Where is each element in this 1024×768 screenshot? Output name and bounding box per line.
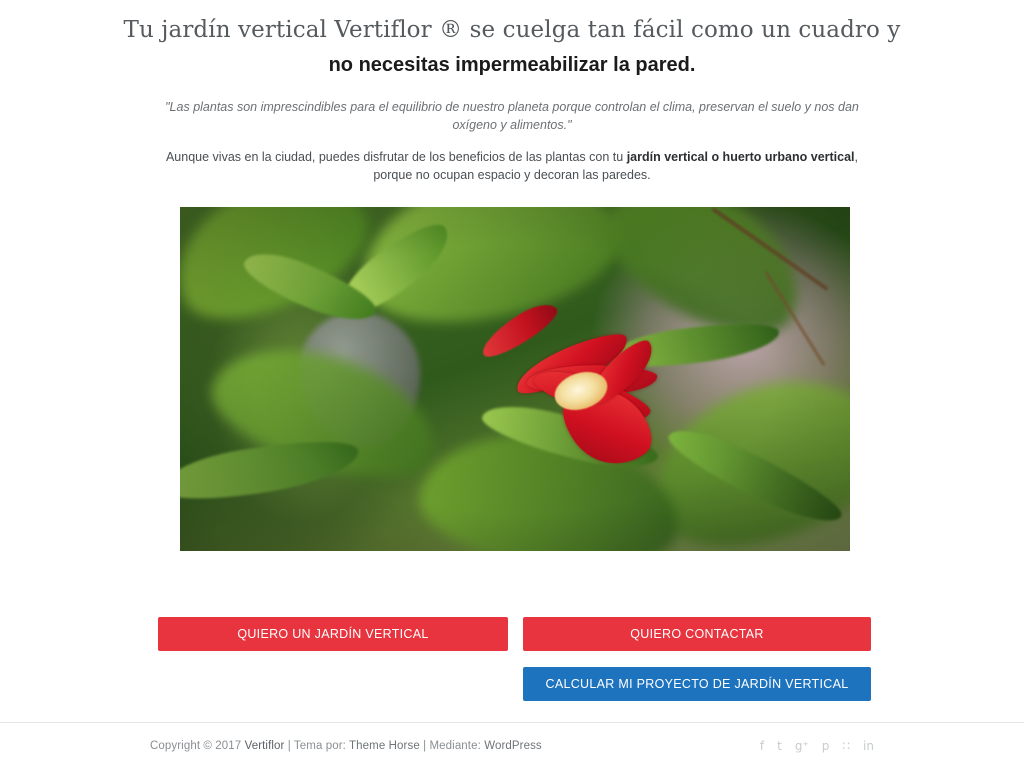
linkedin-icon[interactable]: in [863, 739, 874, 753]
twitter-icon[interactable]: t [777, 739, 782, 753]
google-plus-icon[interactable]: g⁺ [794, 739, 809, 753]
site-footer [0, 722, 1024, 768]
page-title-period: . [689, 53, 696, 76]
footer-copyright-prefix: Copyright © 2017 [150, 740, 245, 752]
page-title-line2-text: no necesitas impermeabilizar la pared [328, 53, 690, 76]
intro-paragraph-part1: Aunque vivas en la ciudad, puedes disfrutar de los beneficios de las plantas con tu [165, 150, 627, 165]
footer-separator-1: | Tema por: [284, 740, 350, 752]
headline-block [0, 0, 1024, 78]
cta-button-group [0, 617, 1024, 691]
quiero-contactar-button[interactable]: QUIERO CONTACTAR [523, 617, 871, 651]
hero-vignette [180, 207, 850, 551]
facebook-icon[interactable]: f [759, 739, 765, 753]
footer-social-links [760, 740, 874, 752]
intro-quote: "Las plantas son imprescindibles para el equilibrio de nuestro planeta porque controlan el clima, preservan el suelo y nos dan oxígeno y alimentos." [165, 99, 859, 133]
hero-image [180, 207, 850, 551]
intro-paragraph [157, 148, 867, 184]
flickr-icon[interactable]: ∷ [842, 739, 851, 753]
quiero-un-jardin-vertical-button[interactable]: QUIERO UN JARDÍN VERTICAL [158, 617, 508, 651]
page-title-line2 [0, 52, 1024, 78]
footer-copyright [150, 740, 542, 752]
footer-separator-2: | Mediante: [419, 740, 485, 752]
footer-site-link[interactable]: Vertiflor [244, 740, 285, 752]
calcular-mi-proyecto-button[interactable]: CALCULAR MI PROYECTO DE JARDÍN VERTICAL [523, 667, 871, 701]
pinterest-icon[interactable]: p [821, 739, 830, 753]
page-title-line1: Tu jardín vertical Vertiflor ® se cuelga tan fácil como un cuadro y [123, 17, 901, 43]
footer-theme-author-link[interactable]: Theme Horse [349, 740, 420, 752]
intro-paragraph-part2: , porque no ocupan espacio y decoran las paredes. [373, 150, 859, 183]
footer-wordpress-link[interactable]: WordPress [484, 740, 542, 752]
intro-paragraph-highlight: jardín vertical o huerto urbano vertical [626, 150, 855, 165]
